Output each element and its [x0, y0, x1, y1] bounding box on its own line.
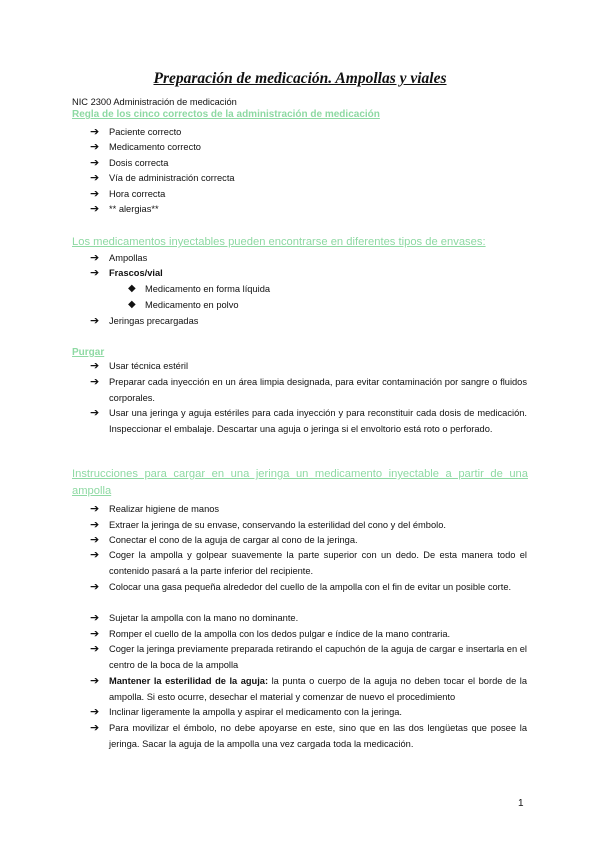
list-item: Colocar una gasa pequeña alrededor del cuello de la ampolla con el fin de evitar un posible corte.	[109, 582, 512, 592]
item-text: la punta o cuerpo de la aguja no deben tocar el borde de la ampolla. Si esto ocurre, desechar el material y comenzar de nuevo el procedimiento	[109, 676, 527, 702]
list-item: Conectar el cono de la aguja de cargar al cono de la jeringa.	[109, 535, 358, 545]
list-item: Coger la jeringa previamente preparada retirando el capuchón de la aguja de cargar e insertarla en el centro de la boca de la ampolla	[109, 644, 527, 670]
arrow-right-icon: ➔	[90, 188, 100, 200]
arrow-right-icon: ➔	[90, 252, 100, 264]
page-number: 1	[518, 798, 524, 809]
list-item: Realizar higiene de manos	[109, 504, 220, 514]
arrow-right-icon: ➔	[90, 581, 100, 593]
nic-label: NIC 2300 Administración de medicación	[72, 97, 237, 107]
arrow-right-icon: ➔	[90, 376, 100, 388]
arrow-right-icon: ➔	[90, 549, 100, 561]
arrow-right-icon: ➔	[90, 675, 100, 687]
arrow-right-icon: ➔	[90, 360, 100, 372]
arrow-right-icon: ➔	[90, 534, 100, 546]
section4-heading: Instrucciones para cargar en una jeringa un medicamento inyectable a partir de una ampolla	[72, 468, 528, 497]
arrow-right-icon: ➔	[90, 315, 100, 327]
list-item: Coger la ampolla y golpear suavemente la parte superior con un dedo. De esta manera todo el contenido pasará a la parte inferior del recipiente.	[109, 550, 527, 576]
arrow-right-icon: ➔	[90, 628, 100, 640]
arrow-right-icon: ➔	[90, 643, 100, 655]
arrow-right-icon: ➔	[90, 519, 100, 531]
arrow-right-icon: ➔	[90, 126, 100, 138]
arrow-right-icon: ➔	[90, 157, 100, 169]
list-item: Sujetar la ampolla con la mano no dominante.	[109, 613, 299, 623]
diamond-icon: ◆	[128, 299, 136, 310]
list-item: Preparar cada inyección en un área limpia designada, para evitar contaminación por sangre o fluidos corporales.	[109, 377, 527, 403]
arrow-right-icon: ➔	[90, 407, 100, 419]
list-item: Extraer la jeringa de su envase, conservando la esterilidad del cono y del émbolo.	[109, 520, 446, 530]
section2-heading: Los medicamentos inyectables pueden encontrarse en diferentes tipos de envases:	[72, 236, 486, 248]
list-item: Usar técnica estéril	[109, 361, 189, 371]
bold-lead: Mantener la esterilidad de la aguja:	[109, 676, 269, 686]
list-item: Romper el cuello de la ampolla con los dedos pulgar e índice de la mano contraria.	[109, 629, 451, 639]
section1-heading: Regla de los cinco correctos de la administración de medicación	[72, 109, 380, 120]
list-item	[109, 673, 527, 705]
arrow-right-icon: ➔	[90, 722, 100, 734]
section3-heading: Purgar	[72, 347, 105, 358]
list-item: Inclinar ligeramente la ampolla y aspirar el medicamento con la jeringa.	[109, 707, 402, 717]
arrow-right-icon: ➔	[90, 267, 100, 279]
arrow-right-icon: ➔	[90, 706, 100, 718]
list-item: Usar una jeringa y aguja estériles para cada inyección y para reconstituir cada dosis de medicación. Inspeccionar el embalaje. Descartar una aguja o jeringa si el envoltorio está roto o perforado.	[109, 408, 527, 434]
diamond-icon: ◆	[128, 283, 136, 294]
arrow-right-icon: ➔	[90, 203, 100, 215]
page-title: Preparación de medicación. Ampollas y viales	[153, 70, 447, 87]
arrow-right-icon: ➔	[90, 612, 100, 624]
arrow-right-icon: ➔	[90, 172, 100, 184]
list-item: Para movilizar el émbolo, no debe apoyarse en este, sino que en las dos lengüetas que posee la jeringa. Sacar la aguja de la ampolla una vez cargada toda la medicación.	[109, 723, 527, 749]
arrow-right-icon: ➔	[90, 141, 100, 153]
document-page: Preparación de medicación. Ampollas y viales NIC 2300 Administración de medicación Regla de los cinco correctos de la administración de medicación ➔ Paciente correcto ➔ Medicamento correcto ➔ Dosis correcta ➔ Vía de administración correcta ➔ Hora correcta ➔ ** alergias** Los medicamentos inyectables pueden encontrarse en diferentes tipos de envases: ➔ Ampollas ➔ Frascos/vial ◆ Medicamento en forma líquida ◆ Medicamento en polvo ➔ Jeringas precargadas Purgar ➔ Usar técnica estéril ➔ Preparar cada inyección en un área limpia designada, para evitar contaminación por sangre o fluidos corporales. ➔ Usar una jeringa y aguja estériles para cada inyección y para reconstituir cada dosis de medicación. Inspeccionar el embalaje. Descartar una aguja o jeringa si el envoltorio está roto o perforado. Instrucciones para cargar en una jeringa un medicamento inyectable a partir de una ampolla ➔ Realizar higiene de manos ➔ Extraer la jeringa de su envase, conservando la esterilidad del cono y del émbolo. ➔ Conectar el cono de la aguja de cargar al cono de la jeringa. ➔ Coger la ampolla y golpear suavemente la parte superior con un dedo. De esta manera todo el contenido pasará a la parte inferior del recipiente. ➔ Colocar una gasa pequeña alrededor del cuello de la ampolla con el fin de evitar un posible corte. ➔ Sujetar la ampolla con la mano no dominante. ➔ Romper el cuello de la ampolla con los dedos pulgar e índice de la mano contraria. ➔ Coger la jeringa previamente preparada retirando el capuchón de la aguja de cargar e insertarla en el centro de la boca de la ampolla ➔ Mantener la esterilidad de la aguja: la punta o cuerpo de la aguja no deben tocar el borde de la ampolla. Si esto ocurre, desechar el material y comenzar de nuevo el procedimiento ➔ Inclinar ligeramente la ampolla y aspirar el medicamento con la jeringa. ➔ Para movilizar el émbolo, no debe apoyarse en este, sino que en las dos lengüetas que posee la jeringa. Sacar la aguja de la ampolla una vez cargada toda la medicación. 1	[0, 0, 600, 848]
arrow-right-icon: ➔	[90, 503, 100, 515]
